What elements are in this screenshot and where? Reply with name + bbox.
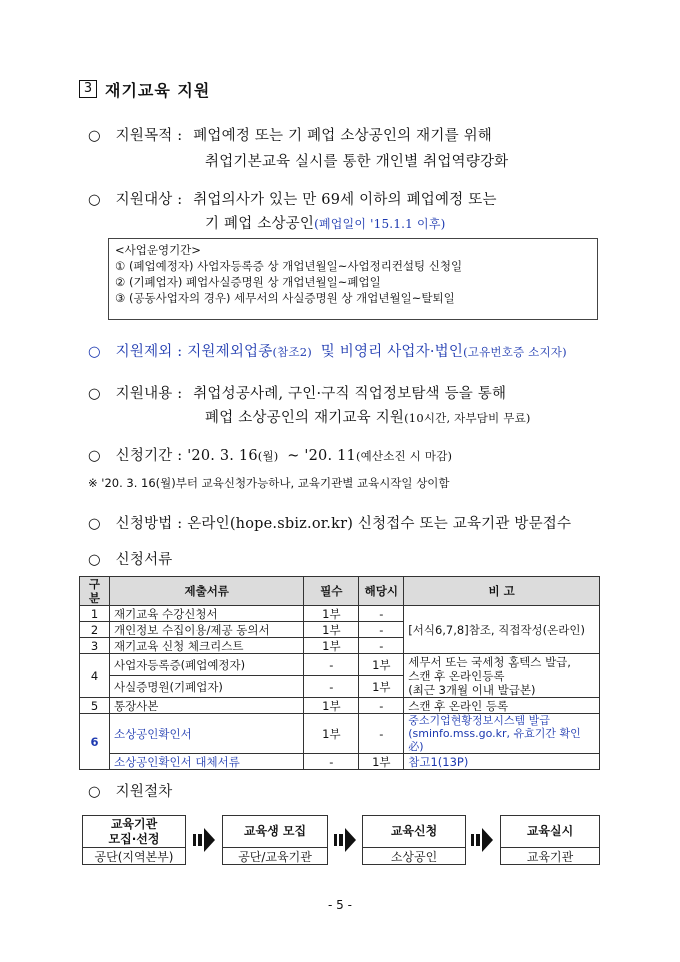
exclusion-note: (고유번호증 소지자) (463, 345, 567, 359)
conditional-count: 1부 (359, 654, 404, 676)
procedure-step (500, 815, 600, 865)
method-text: 신청방법 : 온라인(hope.sbiz.or.kr) 신청접수 또는 교육기관 방문접수 (115, 516, 572, 532)
step-actor: 공단/교육기관 (238, 850, 312, 864)
purpose-text2: 취업기본교육 실시를 통한 개인별 취업역량강화 (205, 154, 509, 170)
arrow-right-icon (193, 825, 217, 855)
operation-period-box (108, 238, 598, 320)
exclusion-text2: 및 비영리 사업자·법인 (320, 344, 464, 360)
operation-period-item: ① (폐업예정자) 사업자등록증 상 개업년월일~사업정리컨설팅 신청일 (115, 259, 463, 273)
period-line (88, 444, 452, 465)
target-note: (폐업일이 '15.1.1 이후) (314, 217, 446, 231)
exclusion-ref: (참조2) (272, 345, 312, 359)
table-row (80, 606, 600, 622)
required-count: 1부 (304, 714, 359, 754)
conditional-count: - (359, 606, 404, 622)
procedure-step (362, 815, 466, 865)
table-row (80, 654, 600, 676)
table-header: 제출서류 (109, 577, 303, 606)
doc-name: 사업자등록증(폐업예정자) (109, 654, 303, 676)
doc-name: 개인정보 수집이용/제공 동의서 (109, 622, 303, 638)
table-header-row (80, 577, 600, 606)
target-text1: 취업의사가 있는 만 69세 이하의 폐업예정 또는 (193, 192, 497, 208)
remark-line: 중소기업현황정보시스템 발급 (408, 714, 550, 727)
required-count: - (304, 654, 359, 676)
conditional-count: 1부 (359, 676, 404, 698)
documents-heading (88, 548, 173, 569)
required-count: 1부 (304, 622, 359, 638)
remark: ※ '20. 3. 16(월)부터 교육신청가능하나, 교육기관별 교육시작일 상이함 (88, 476, 450, 490)
remark-line: (sminfo.mss.go.kr, 유효기간 확인 必) (408, 727, 581, 753)
row-number: 6 (80, 714, 110, 770)
remark-line: 세무서 또는 국세청 홈텍스 발급, (408, 654, 571, 669)
required-count: 1부 (304, 606, 359, 622)
content-note: (10시간, 자부담비 무료) (404, 411, 531, 425)
step-title: 교육생 모집 (223, 816, 327, 848)
conditional-count: - (359, 714, 404, 754)
remark-cell: 스캔 후 온라인 등록 (404, 698, 600, 714)
table-header: 해당시 (359, 577, 404, 606)
procedure-step (82, 815, 186, 865)
content-text1: 취업성공사례, 구인·구직 직업정보탐색 등을 통해 (193, 386, 507, 402)
remark-cell: 참고1(13P) (404, 754, 600, 770)
required-count: 1부 (304, 698, 359, 714)
step-actor: 소상공인 (390, 850, 438, 864)
section-number: 3 (83, 81, 93, 96)
bullet: ○ (88, 344, 101, 360)
target-line2 (205, 212, 446, 233)
documents-title: 신청서류 (115, 552, 173, 568)
table-row (80, 714, 600, 754)
bullet: ○ (88, 448, 101, 464)
arrow-right-icon (334, 825, 358, 855)
step-title: 교육신청 (363, 816, 465, 848)
remark-cell: [서식6,7,8]참조, 직접작성(온라인) (404, 606, 600, 654)
target-text2: 기 폐업 소상공인 (205, 216, 315, 232)
bullet: ○ (88, 784, 101, 800)
period-text: 신청기간 : '20. 3. 16 (115, 448, 258, 464)
operation-period-item: ③ (공동사업자의 경우) 세무서의 사실증명원 상 개업년월일~탈퇴일 (115, 291, 455, 305)
required-count: 1부 (304, 638, 359, 654)
bullet: ○ (88, 128, 101, 144)
row-number: 1 (80, 606, 110, 622)
period-day: (월) (257, 449, 279, 463)
conditional-count: - (359, 638, 404, 654)
exclusion-text: 지원제외 : 지원제외업종 (115, 344, 273, 360)
exclusion-line (88, 340, 567, 361)
row-number: 5 (80, 698, 110, 714)
step-actor: 교육기관 (526, 850, 574, 864)
conditional-count: 1부 (359, 754, 404, 770)
content-text2: 폐업 소상공인의 재기교육 지원 (205, 410, 405, 426)
row-number: 3 (80, 638, 110, 654)
documents-table (79, 576, 600, 770)
table-row (80, 754, 600, 770)
remark-line: (최근 3개월 이내 발급본) (408, 682, 536, 697)
procedure-title: 지원절차 (115, 784, 173, 800)
method-line (88, 512, 571, 533)
target-label: 지원대상 : (115, 192, 183, 208)
section-title: 재기교육 지원 (105, 81, 211, 100)
table-header: 구분 (80, 577, 110, 606)
doc-name: 소상공인확인서 (109, 714, 303, 754)
conditional-count: - (359, 698, 404, 714)
step-actor: 공단(지역본부) (94, 850, 174, 864)
doc-name: 통장사본 (109, 698, 303, 714)
remark-cell (404, 654, 600, 698)
bullet: ○ (88, 192, 101, 208)
table-row (80, 698, 600, 714)
row-number: 2 (80, 622, 110, 638)
period-mid: ~ '20. 11 (287, 448, 356, 464)
section-number-box (79, 80, 97, 98)
conditional-count: - (359, 622, 404, 638)
doc-name: 재기교육 수강신청서 (109, 606, 303, 622)
target-line1 (88, 188, 497, 209)
bullet: ○ (88, 386, 101, 402)
purpose-line1 (88, 124, 492, 145)
page-number: - 5 - (328, 898, 352, 912)
doc-name: 소상공인확인서 대체서류 (109, 754, 303, 770)
procedure-step (222, 815, 328, 865)
operation-period-item: ② (기폐업자) 폐업사실증명원 상 개업년월일~폐업일 (115, 275, 381, 289)
step-title: 교육기관 모집·선정 (83, 816, 185, 848)
period-note: (예산소진 시 마감) (355, 449, 453, 463)
content-line1 (88, 382, 506, 403)
required-count: - (304, 676, 359, 698)
purpose-label: 지원목적 : (115, 128, 183, 144)
table-header: 필수 (304, 577, 359, 606)
content-line2 (205, 406, 531, 427)
row-number: 4 (80, 654, 110, 698)
step-title: 교육실시 (501, 816, 599, 848)
doc-name: 사실증명원(기폐업자) (109, 676, 303, 698)
content-label: 지원내용 : (115, 386, 183, 402)
remark-line: 스캔 후 온라인등록 (408, 668, 505, 683)
remark-cell (404, 714, 600, 754)
doc-name: 재기교육 신청 체크리스트 (109, 638, 303, 654)
bullet: ○ (88, 552, 101, 568)
purpose-text1: 폐업예정 또는 기 폐업 소상공인의 재기를 위해 (193, 128, 493, 144)
bullet: ○ (88, 516, 101, 532)
arrow-right-icon (471, 825, 495, 855)
operation-period-title: <사업운영기간> (115, 243, 201, 257)
table-header: 비 고 (404, 577, 600, 606)
procedure-heading (88, 780, 173, 801)
required-count: - (304, 754, 359, 770)
